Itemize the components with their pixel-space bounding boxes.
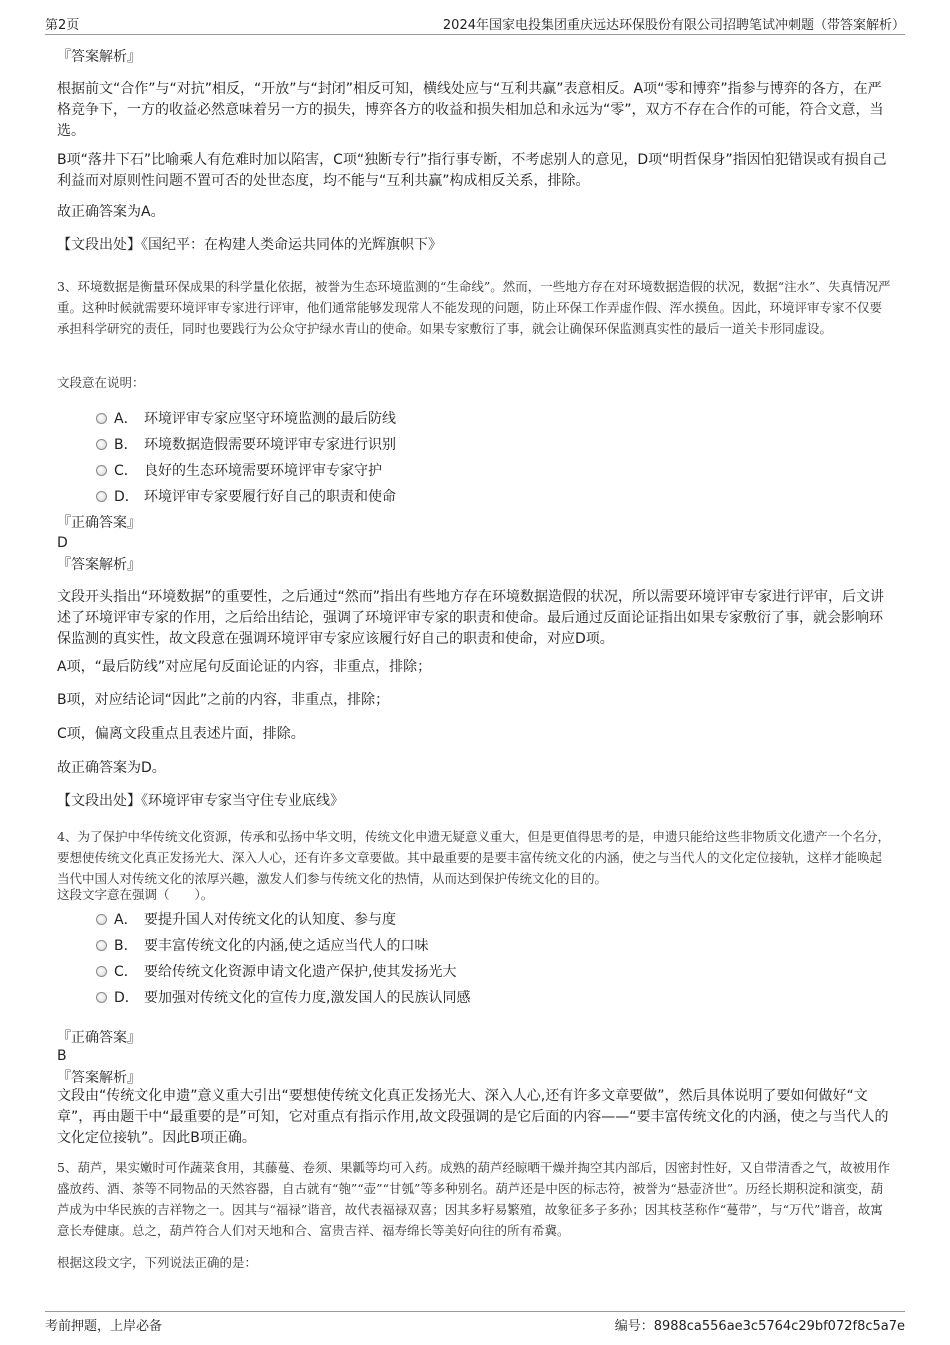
- q4-stem: 4、为了保护中华传统文化资源，传承和弘扬中华文明，传统文化申遗无疑意义重大，但是更值得思考的是，申遗只能给这些非物质文化遗产一个名分，要想使传统文化真正发扬光大、深入人心，还有许多文章要做。其中最重要的是要丰富传统文化的内涵，使之与当代人的文化定位接轨，这样才能唤起当代中国人对传统文化的浓厚兴趣，激发人们参与传统文化的热情，从而达到保护传统文化的目的。: [57, 829, 890, 886]
- q2-analysis-p1: 根据前文“合作”与“对抗”相反，“开放”与“封闭”相反可知，横线处应与“互利共赢”表意相反。A项“零和博弈”指参与博弈的各方，在严格竞争下，一方的收益必然意味着另一方的损失，博弈各方的收益和损失相加总和永远为“零”，双方不存在合作的可能，符合文意，当选。: [57, 81, 884, 139]
- q3-analysis-p5: 故正确答案为D。: [57, 760, 166, 776]
- document-id: 编号：8988ca556ae3c5764c29bf072f8c5a7e: [614, 1319, 905, 1334]
- q2-analysis-p2: B项“落井下石”比喻乘人有危难时加以陷害，C项“独断专行”指行事专断，不考虑别人的意见，D项“明哲保身”指因怕犯错误或有损自己利益而对原则性问题不置可否的处世态度，均不能与“互利共赢”构成相反关系，排除。: [57, 152, 887, 189]
- q4-analysis-title: 『答案解析』: [57, 1070, 141, 1086]
- q3-answer: D: [57, 535, 68, 551]
- q3-prompt: 文段意在说明：: [57, 375, 145, 390]
- document-title: 2024年国家电投集团重庆远达环保股份有限公司招聘笔试冲刺题（带答案解析）: [442, 18, 905, 33]
- q3-analysis-title: 『答案解析』: [57, 557, 141, 573]
- radio-icon[interactable]: [96, 914, 107, 925]
- q4-answer: B: [57, 1048, 67, 1064]
- q2-source: 【文段出处】《国纪平：在构建人类命运共同体的光辉旗帜下》: [57, 237, 442, 253]
- radio-icon[interactable]: [96, 992, 107, 1003]
- q4-prompt: 这段文字意在强调（ ）。: [57, 887, 214, 902]
- radio-icon[interactable]: [96, 465, 107, 476]
- radio-icon[interactable]: [96, 439, 107, 450]
- radio-icon[interactable]: [96, 413, 107, 424]
- q3-source: 【文段出处】《环境评审专家当守住专业底线》: [57, 793, 344, 809]
- radio-icon[interactable]: [96, 491, 107, 502]
- q3-analysis-p1: 文段开头指出“环境数据”的重要性，之后通过“然而”指出有些地方存在环境数据造假的状况，所以需要环境评审专家进行评审，后文讲述了环境评审专家的作用，之后给出结论，强调了环境评审专家的职责和使命。最后通过反面论证指出如果专家敷衍了事，就会影响环保监测的真实性，故文段意在强调环境评审专家应该履行好自己的职责和使命，对应D项。: [57, 589, 885, 647]
- page-header: [45, 14, 905, 35]
- radio-icon[interactable]: [96, 940, 107, 951]
- q3-answer-title: 『正确答案』: [57, 515, 141, 531]
- q3-stem: 3、环境数据是衡量环保成果的科学量化依据，被誉为生态环境监测的“生命线”。然而，一些地方存在对环境数据造假的状况，数据“注水”、失真情况严重。这种时候就需要环境评审专家进行评审，他们通常能够发现常人不能发现的问题，防止环保工作弄虚作假、浑水摸鱼。因此，环境评审专家不仅要承担科学研究的责任，同时也要践行为公众守护绿水青山的使命。如果专家敷衍了事，就会让确保环保监测真实性的最后一道关卡形同虚设。: [57, 279, 891, 336]
- q4-option-b[interactable]: B． 要丰富传统文化的内涵,使之适应当代人的口味: [96, 935, 428, 955]
- q5-prompt: 根据这段文字，下列说法正确的是：: [57, 1255, 258, 1270]
- q4-option-a[interactable]: A． 要提升国人对传统文化的认知度、参与度: [96, 909, 396, 929]
- radio-icon[interactable]: [96, 966, 107, 977]
- q3-option-a[interactable]: A． 环境评审专家应坚守环境监测的最后防线: [96, 408, 396, 428]
- q5-stem: 5、葫芦，果实嫩时可作蔬菜食用，其藤蔓、卷须、果瓤等均可入药。成熟的葫芦经晾晒干燥并掏空其内部后，因密封性好，又自带清香之气，故被用作盛放药、酒、茶等不同物品的天然容器，自古就有“匏”“壶”“甘瓠”等多种别名。葫芦还是中医的标志符，被誉为“悬壶济世”。历经长期积淀和演变，葫芦成为中华民族的吉祥物之一。因其与“福禄”谐音，故代表福禄双喜；因其多籽易繁殖，故象征多子多孙；因其枝茎称作“蔓带”，与“万代”谐音，故寓意长寿健康。总之，葫芦符合人们对天地和合、富贵吉祥、福寿绵长等美好向往的所有希冀。: [57, 1160, 890, 1238]
- q3-option-b[interactable]: B． 环境数据造假需要环境评审专家进行识别: [96, 434, 396, 454]
- q4-option-c[interactable]: C． 要给传统文化资源申请文化遗产保护,使其发扬光大: [96, 961, 456, 981]
- q4-answer-title: 『正确答案』: [57, 1030, 141, 1046]
- q3-option-d[interactable]: D． 环境评审专家要履行好自己的职责和使命: [96, 486, 396, 506]
- q3-analysis-p2: A项，“最后防线”对应尾句反面论证的内容，非重点，排除；: [57, 659, 432, 675]
- q4-analysis-p1: 文段由“传统文化申遗”意义重大引出“要想使传统文化真正发扬光大、深入人心,还有许多文章要做”，然后具体说明了要如何做好“文章”，再由题干中“最重要的是”可知，它对重点有指示作用,故文段强调的是它后面的内容——“要丰富传统文化的内涵，使之与当代人的文化定位接轨”。因此B项正确。: [57, 1088, 889, 1146]
- page-number: 第2页: [45, 18, 80, 33]
- q3-option-c[interactable]: C． 良好的生态环境需要环境评审专家守护: [96, 460, 382, 480]
- q2-analysis-p3: 故正确答案为A。: [57, 204, 165, 220]
- q3-analysis-p3: B项，对应结论词“因此”之前的内容，非重点，排除；: [57, 692, 390, 708]
- footer-slogan: 考前押题，上岸必备: [45, 1319, 163, 1334]
- q2-analysis-title: 『答案解析』: [57, 49, 141, 65]
- page-footer: [45, 1311, 905, 1334]
- q4-option-d[interactable]: D． 要加强对传统文化的宣传力度,激发国人的民族认同感: [96, 987, 470, 1007]
- q3-analysis-p4: C项，偏离文段重点且表述片面，排除。: [57, 726, 305, 742]
